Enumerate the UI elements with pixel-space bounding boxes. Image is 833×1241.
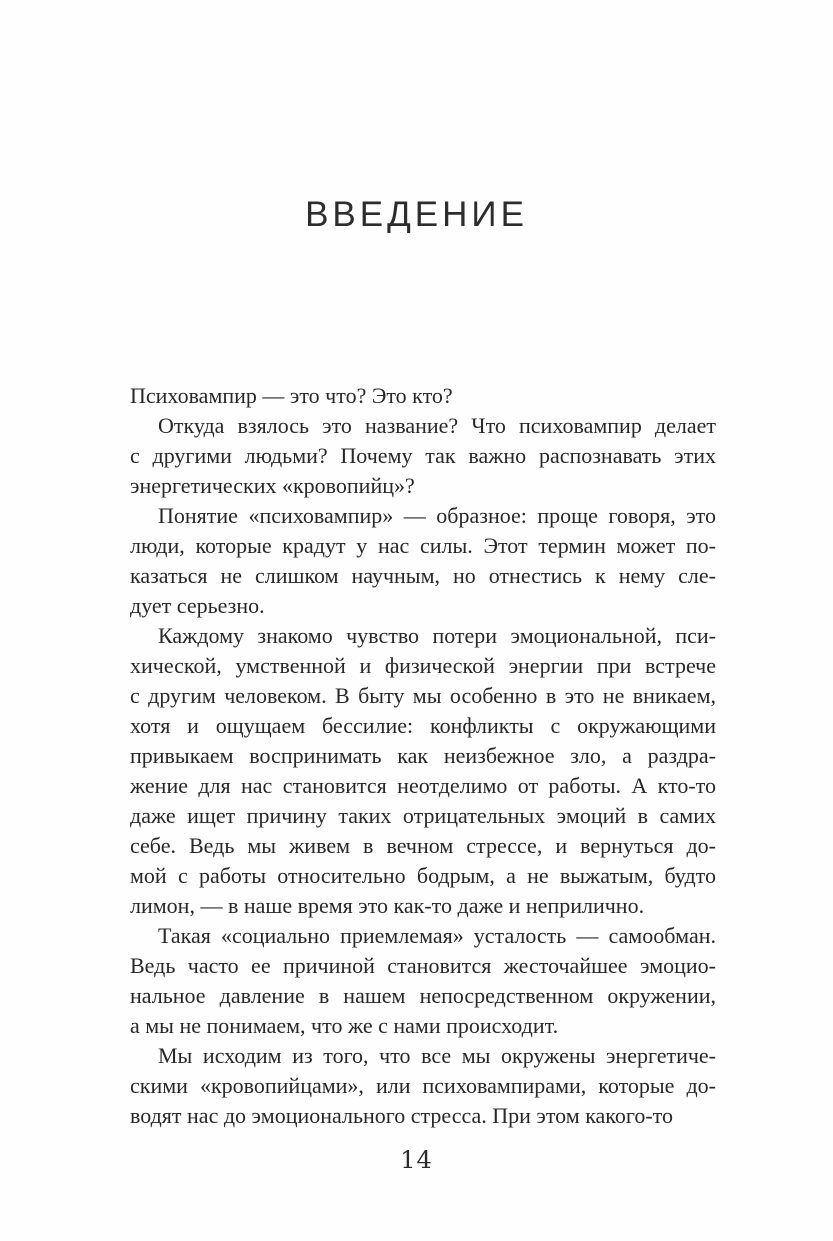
body-text (130, 381, 716, 1131)
text-line: энергетических «кровопийц»? (130, 473, 415, 498)
chapter-title: ВВЕДЕНИЕ (305, 195, 528, 234)
text-line: себе. Ведь мы живем в вечном стрессе, и вернуться до- (130, 833, 716, 858)
text-line: с другими людьми? Почему так важно распознавать этих (130, 443, 716, 468)
text-line: лимон, — в наше время это как-то даже и неприлично. (130, 893, 645, 918)
text-line: нальное давление в нашем непосредственном окружении, (130, 983, 716, 1008)
text-line: Психовампир — это что? Это кто? (130, 383, 453, 408)
text-line: Такая «социально приемлемая» усталость — самообман. (158, 923, 716, 948)
text-line: Ведь часто ее причиной становится жесточайшее эмоцио- (130, 953, 716, 978)
text-line: хотя и ощущаем бессилие: конфликты с окружающими (130, 713, 716, 738)
text-line: Мы исходим из того, что все мы окружены энергетиче- (158, 1043, 716, 1068)
text-line: жение для нас становится неотделимо от работы. А кто-то (130, 773, 716, 798)
text-line: казаться не слишком научным, но отнестись к нему сле- (130, 563, 716, 588)
page-number: 14 (400, 1146, 433, 1174)
paragraph (130, 921, 716, 1041)
text-line: хической, умственной и физической энергии при встрече (130, 653, 716, 678)
text-line: дует серьезно. (130, 593, 265, 618)
text-line: с другим человеком. В быту мы особенно в это не вникаем, (130, 683, 716, 708)
text-line: а мы не понимаем, что же с нами происходит. (130, 1013, 559, 1038)
text-line: Понятие «психовампир» — образное: проще говоря, это (158, 503, 716, 528)
text-line: даже ищет причину таких отрицательных эмоций в самих (130, 803, 716, 828)
paragraph (130, 501, 716, 621)
text-line: Каждому знакомо чувство потери эмоциональной, пси- (158, 623, 716, 648)
paragraph (130, 381, 716, 411)
text-line: скими «кровопийцами», или психовампирами, которые до- (130, 1073, 716, 1098)
text-line: люди, которые крадут у нас силы. Этот термин может по- (130, 533, 716, 558)
text-line: мой с работы относительно бодрым, а не выжатым, будто (130, 863, 716, 888)
text-line: водят нас до эмоционального стресса. При этом какого-то (130, 1103, 674, 1128)
text-line: Откуда взялось это название? Что психовампир делает (158, 413, 716, 438)
paragraph (130, 1041, 716, 1131)
paragraph (130, 621, 716, 921)
paragraph (130, 411, 716, 501)
text-line: привыкаем воспринимать как неизбежное зло, а раздра- (130, 743, 716, 768)
